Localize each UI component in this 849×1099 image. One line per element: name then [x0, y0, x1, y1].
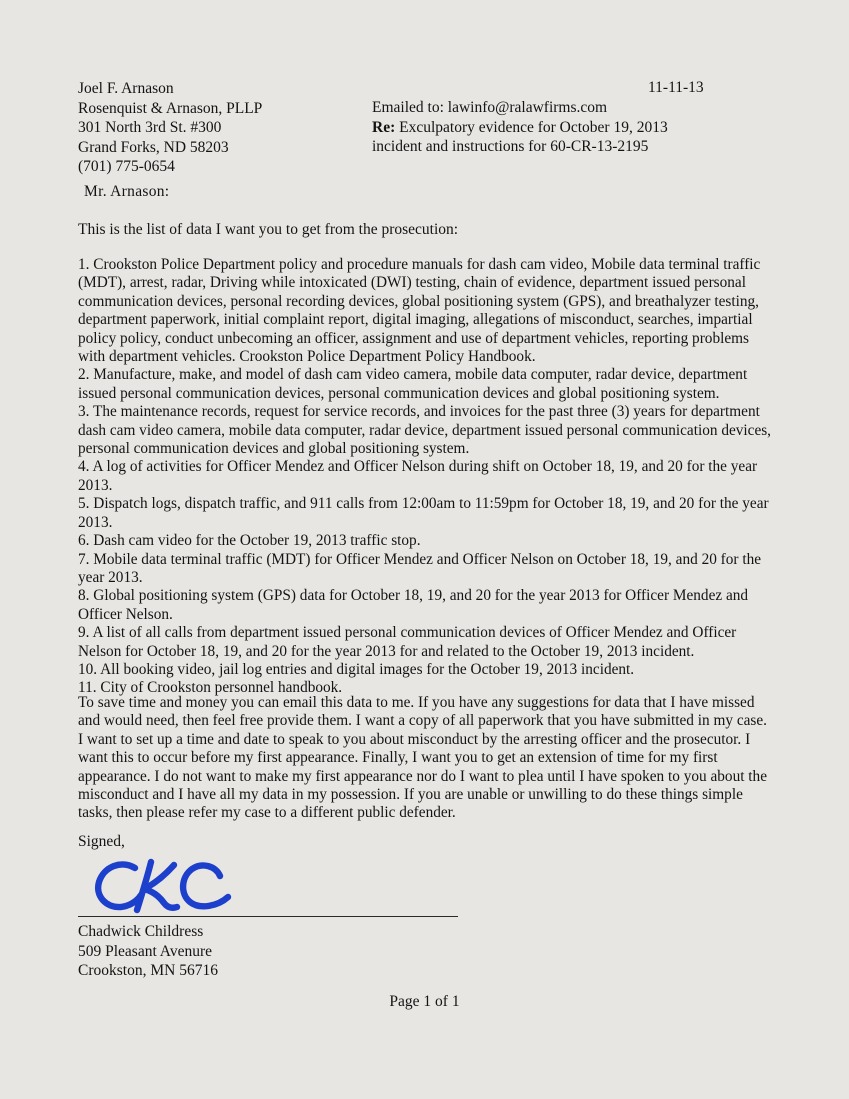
- closing-paragraph: To save time and money you can email this data to me. If you have any suggestions for data that I have missed and would need, then feel free provide them. I want a copy of all paperwork that you have submitted in my case. I want to set up a time and date to speak to you about misconduct by the arresting officer and the prosecutor. I want this to occur before my first appearance. Finally, I want you to get an extension of time for my first appearance. I do not want to make my first appearance nor do I want to plea until I have spoken to you about the misconduct and I have all my data in my possession. If you are unable or unwilling to do these things simple tasks, then please refer my case to a different public defender.: [78, 694, 767, 822]
- sender-firm: Rosenquist & Arnason, PLLP: [78, 99, 263, 117]
- signer-address-block: [78, 922, 218, 981]
- letter-date: 11-11-13: [648, 79, 704, 96]
- signer-name: Chadwick Childress: [78, 923, 204, 940]
- re-label: Re:: [372, 118, 396, 136]
- list-item: 1. Crookston Police Department policy and procedure manuals for dash cam video, Mobile data terminal traffic (MDT), arrest, radar, Driving while intoxicated (DWI) testing, chain of evidence, department issued personal communication devices, personal recording devices, global positioning system (GPS), and breathalyzer testing, department paperwork, initial complaint report, digital imaging, allegations of misconduct, searches, impartial policy policy, conduct unbecoming an officer, assignment and use of department vehicles, reporting problems with department vehicles. Crookston Police Department Policy Handbook.: [78, 256, 761, 366]
- list-item: 7. Mobile data terminal traffic (MDT) for Officer Mendez and Officer Nelson on October 18, 19, and 20 for the year 2013.: [78, 550, 762, 586]
- re-line-1: [372, 118, 668, 138]
- list-item: 2. Manufacture, make, and model of dash cam video camera, mobile data computer, radar device, department issued personal communication devices, personal communication devices and global positioning system.: [78, 366, 748, 402]
- list-item: 3. The maintenance records, request for service records, and invoices for the past three (3) years for department dash cam video camera, mobile data computer, radar device, department issued personal communication devices, personal communication devices and global positioning system.: [78, 403, 772, 458]
- list-item: 9. A list of all calls from department issued personal communication devices of Officer Mendez and Officer Nelson for October 18, 19, and 20 for the year 2013 for and related to the October 19, 2013 incident.: [78, 624, 737, 660]
- signed-label: Signed,: [78, 833, 125, 850]
- signature-mark: [92, 856, 272, 918]
- re-subject: Exculpatory evidence for October 19, 2013: [395, 118, 668, 136]
- list-item: 4. A log of activities for Officer Mendez and Officer Nelson during shift on October 18, 19, and 20 for the year 2013.: [78, 458, 758, 494]
- list-item: 6. Dash cam video for the October 19, 2013 traffic stop.: [78, 532, 421, 550]
- sender-street: 301 North 3rd St. #300: [78, 119, 222, 137]
- page-footer: Page 1 of 1: [389, 993, 460, 1010]
- delivery-info-block: [372, 98, 668, 157]
- list-item: 8. Global positioning system (GPS) data for October 18, 19, and 20 for the year 2013 for Officer Mendez and Officer Nelson.: [78, 587, 749, 623]
- sender-phone: (701) 775-0654: [78, 158, 175, 176]
- emailed-to-line: Emailed to: lawinfo@ralawfirms.com: [372, 99, 608, 116]
- sender-name: Joel F. Arnason: [78, 80, 174, 97]
- sender-address-block: [78, 79, 262, 177]
- list-item: 11. City of Crookston personnel handbook.: [78, 679, 343, 697]
- salutation: Mr. Arnason:: [84, 183, 170, 200]
- sender-city-state-zip: Grand Forks, ND 58203: [78, 138, 229, 156]
- list-item: 10. All booking video, jail log entries and digital images for the October 19, 2013 incident.: [78, 660, 635, 678]
- intro-sentence: This is the list of data I want you to get from the prosecution:: [78, 221, 459, 238]
- signer-street: 509 Pleasant Avenure: [78, 942, 213, 960]
- requested-data-list: [78, 256, 772, 698]
- signature-rule: [78, 916, 458, 917]
- list-item: 5. Dispatch logs, dispatch traffic, and 911 calls from 12:00am to 11:59pm for October 18, 19, and 20 for the year 2013.: [78, 495, 769, 531]
- signer-city-state-zip: Crookston, MN 56716: [78, 962, 218, 980]
- re-line-2: incident and instructions for 60-CR-13-2195: [372, 138, 649, 156]
